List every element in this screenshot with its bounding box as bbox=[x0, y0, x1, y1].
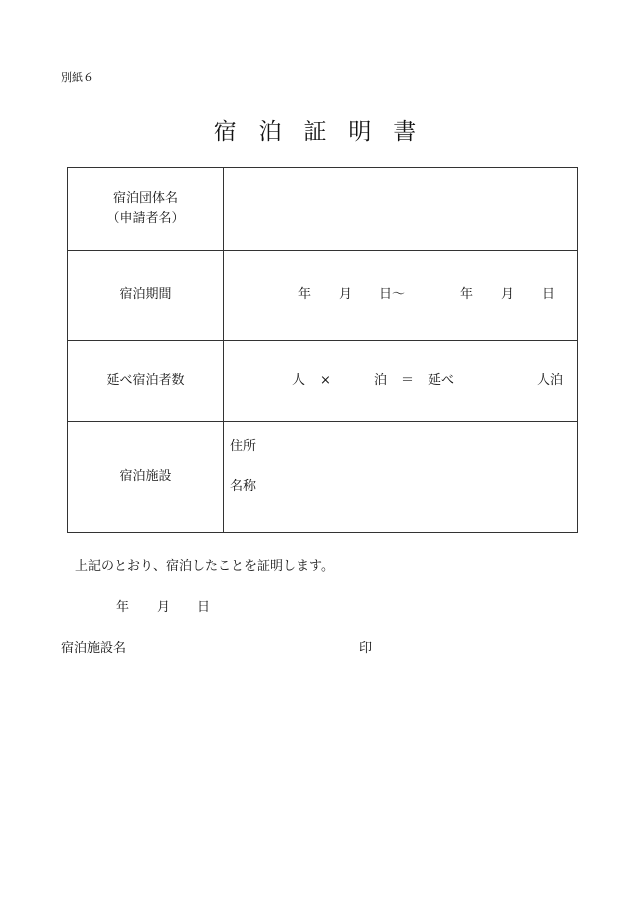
group-name-label-line1: 宿泊団体名 bbox=[112, 191, 178, 206]
guests-people-unit: 人 bbox=[292, 373, 306, 388]
document-title: 宿泊証明書 bbox=[213, 119, 439, 145]
certificate-form-table bbox=[67, 167, 578, 533]
times-symbol: × bbox=[320, 373, 331, 388]
group-name-label-line2: （申請者名） bbox=[106, 211, 185, 226]
facility-name-label: 名称 bbox=[230, 479, 257, 494]
period-end-month: 月 bbox=[501, 287, 515, 302]
facility-name-signature-label: 宿泊施設名 bbox=[61, 641, 127, 656]
facility-address-label: 住所 bbox=[230, 439, 257, 454]
group-name-label bbox=[68, 189, 223, 229]
stay-period-label: 宿泊期間 bbox=[119, 287, 172, 302]
date-month: 月 bbox=[157, 600, 171, 615]
equals-symbol: ＝ bbox=[401, 373, 415, 388]
period-start-year: 年 bbox=[298, 287, 312, 302]
period-end-day: 日 bbox=[542, 287, 556, 302]
date-day: 日 bbox=[197, 600, 211, 615]
row-divider bbox=[68, 340, 577, 341]
guest-nights-label: 延べ宿泊者数 bbox=[106, 373, 185, 388]
row-divider bbox=[68, 250, 577, 251]
group-name-field[interactable] bbox=[224, 169, 577, 249]
nights-unit: 泊 bbox=[374, 373, 388, 388]
attachment-label: 別紙６ bbox=[61, 71, 94, 84]
period-end-year: 年 bbox=[460, 287, 474, 302]
period-start-day: 日〜 bbox=[379, 287, 406, 302]
period-start-month: 月 bbox=[339, 287, 353, 302]
certification-statement: 上記のとおり、宿泊したことを証明します。 bbox=[75, 559, 334, 574]
row-divider bbox=[68, 421, 577, 422]
total-unit: 人泊 bbox=[537, 373, 564, 388]
seal-mark: 印 bbox=[359, 641, 373, 656]
facility-label: 宿泊施設 bbox=[119, 469, 172, 484]
total-prefix: 延べ bbox=[428, 373, 455, 388]
date-year: 年 bbox=[116, 600, 130, 615]
